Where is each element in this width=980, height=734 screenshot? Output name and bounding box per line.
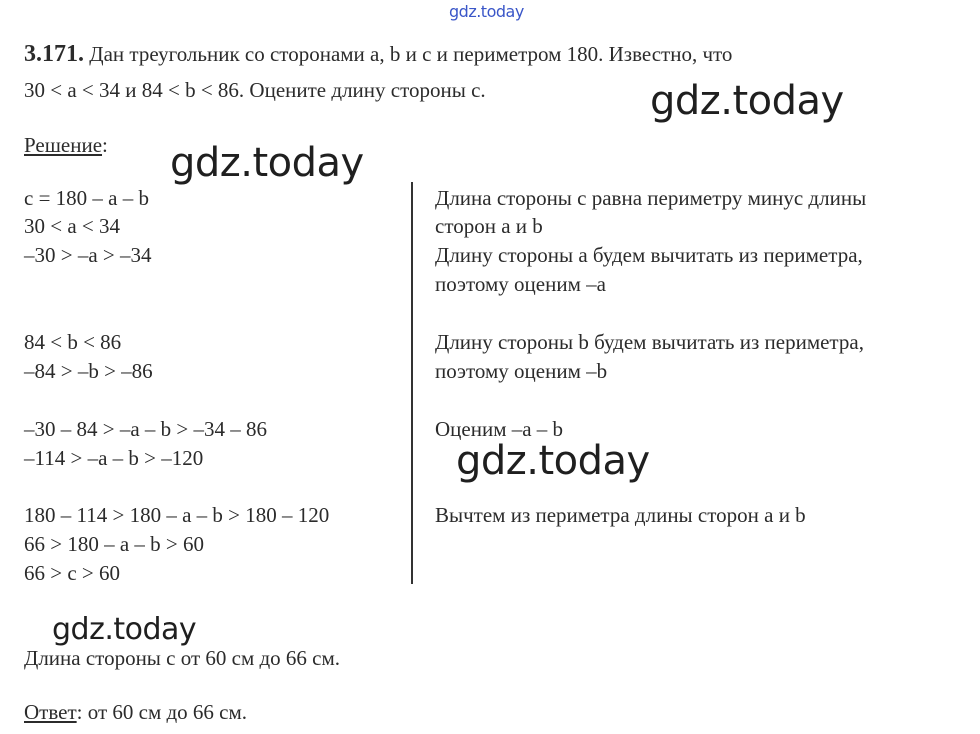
right-row-5: Длину стороны b будем вычитать из периметра, bbox=[435, 330, 864, 354]
solution-colon: : bbox=[102, 133, 108, 157]
right-row-2: сторон a и b bbox=[435, 214, 543, 238]
right-row-3: Длину стороны a будем вычитать из периметра, bbox=[435, 243, 863, 267]
left-row-10: 66 > c > 60 bbox=[24, 561, 121, 585]
conclusion-text: Длина стороны c от 60 см до 66 см. bbox=[24, 646, 341, 670]
watermark-4: gdz.today bbox=[52, 612, 197, 647]
answer-label: Ответ bbox=[24, 700, 77, 724]
watermark-top: gdz.today bbox=[449, 2, 524, 21]
left-row-1: c = 180 – a – b bbox=[24, 186, 149, 210]
left-row-8: 180 – 114 > 180 – a – b > 180 – 120 bbox=[24, 503, 330, 527]
problem-number: 3.171. bbox=[24, 41, 84, 67]
left-row-5: –84 > –b > –86 bbox=[24, 359, 153, 383]
left-row-3: –30 > –a > –34 bbox=[24, 243, 152, 267]
right-row-6: поэтому оценим –b bbox=[435, 359, 608, 383]
problem-text-1: Дан треугольник со сторонами a, b и c и периметром 180. Известно, что bbox=[89, 42, 733, 66]
problem-line-2: 30 < a < 34 и 84 < b < 86. Оцените длину стороны c. bbox=[24, 78, 486, 102]
right-row-7: Оценим –a – b bbox=[435, 417, 564, 441]
right-row-1: Длина стороны c равна периметру минус длины bbox=[435, 186, 867, 210]
problem-line-1 bbox=[24, 42, 732, 66]
right-row-4: поэтому оценим –a bbox=[435, 272, 606, 296]
left-row-2: 30 < a < 34 bbox=[24, 214, 121, 238]
left-row-6: –30 – 84 > –a – b > –34 – 86 bbox=[24, 417, 268, 441]
solution-heading bbox=[24, 133, 108, 157]
watermark-1: gdz.today bbox=[650, 78, 844, 124]
left-row-7: –114 > –a – b > –120 bbox=[24, 446, 204, 470]
watermark-3: gdz.today bbox=[456, 438, 650, 484]
left-row-4: 84 < b < 86 bbox=[24, 330, 122, 354]
right-row-8: Вычтем из периметра длины сторон a и b bbox=[435, 503, 806, 527]
solution-label: Решение bbox=[24, 133, 103, 157]
column-divider bbox=[411, 182, 413, 584]
answer-line bbox=[24, 700, 247, 724]
left-row-9: 66 > 180 – a – b > 60 bbox=[24, 532, 205, 556]
watermark-2: gdz.today bbox=[170, 140, 364, 186]
answer-text: : от 60 см до 66 см. bbox=[76, 700, 248, 724]
